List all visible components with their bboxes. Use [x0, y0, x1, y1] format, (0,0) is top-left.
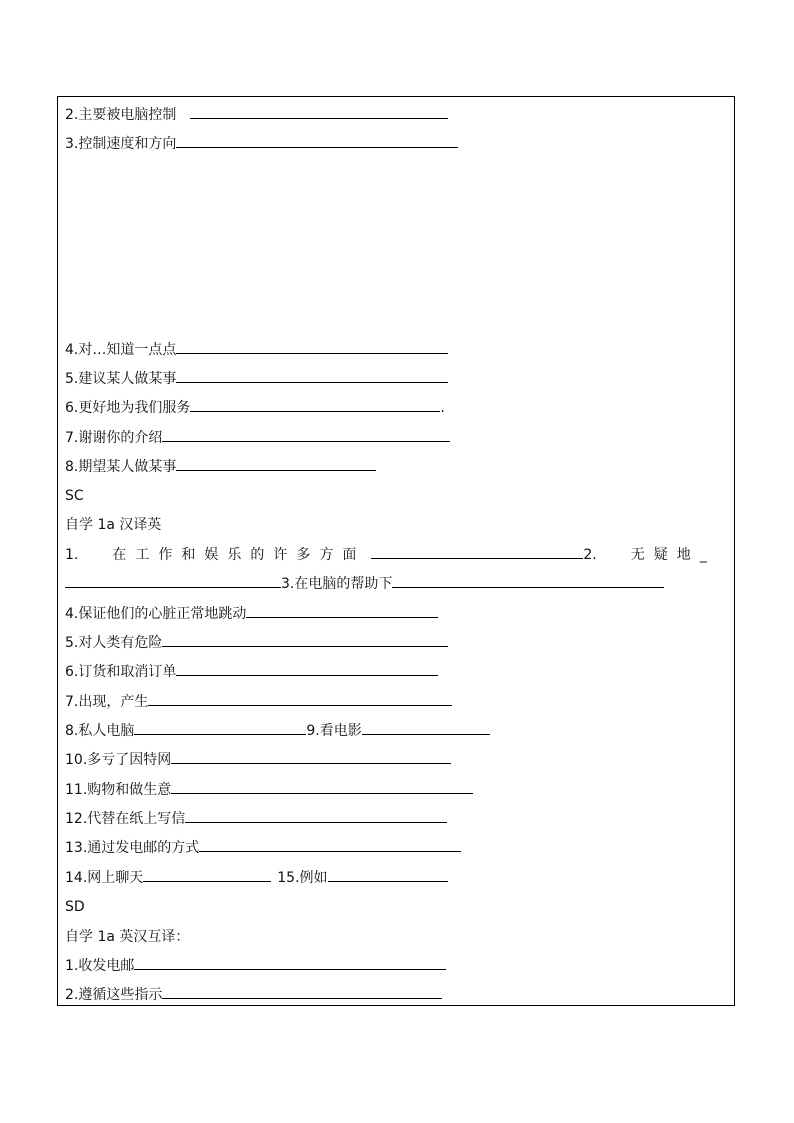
section-heading-sc: 自学 1a 汉译英	[65, 517, 162, 533]
exercise-line-sc-4	[65, 603, 438, 625]
exercise-line-4	[65, 339, 448, 361]
answer-blank[interactable]	[176, 339, 448, 354]
answer-blank[interactable]	[171, 779, 473, 794]
answer-blank[interactable]	[199, 837, 461, 852]
answer-blank[interactable]	[162, 984, 442, 999]
prompt-text: 15.例如	[277, 870, 328, 886]
answer-blank[interactable]	[148, 691, 452, 706]
answer-blank[interactable]	[134, 720, 306, 735]
prompt-text: 6.更好地为我们服务	[65, 400, 191, 416]
trailing-period: .	[440, 400, 445, 416]
prompt-text: 13.通过发电邮的方式	[65, 840, 200, 856]
answer-blank[interactable]	[328, 867, 448, 882]
answer-blank[interactable]	[190, 397, 440, 412]
prompt-text: 4.保证他们的心脏正常地跳动	[65, 606, 247, 622]
prompt-text: 5.对人类有危险	[65, 635, 163, 651]
item-number: 2.	[583, 547, 597, 563]
answer-blank[interactable]	[134, 955, 446, 970]
prompt-text: 在工作和娱乐的许多方面	[112, 547, 366, 563]
exercise-line-sc-10	[65, 749, 451, 771]
exercise-line-sc-6	[65, 661, 438, 683]
prompt-text: 6.订货和取消订单	[65, 664, 177, 680]
exercise-line-sc-2-3	[65, 573, 664, 595]
answer-blank[interactable]	[362, 720, 490, 735]
exercise-line-sc-5	[65, 632, 448, 654]
exercise-line-sc-14-15	[65, 867, 448, 889]
exercise-line-7	[65, 427, 450, 449]
exercise-line-5	[65, 368, 448, 390]
exercise-line-2	[65, 104, 448, 126]
exercise-line-sc-13	[65, 837, 461, 859]
item-number: 1.	[65, 547, 79, 563]
answer-blank[interactable]	[185, 808, 447, 823]
prompt-text: 10.多亏了因特网	[65, 752, 172, 768]
exercise-line-sc-11	[65, 779, 473, 801]
exercise-line-sd-1	[65, 955, 446, 977]
answer-blank[interactable]	[176, 133, 458, 148]
answer-blank[interactable]	[190, 104, 448, 119]
exercise-line-sc-8-9	[65, 720, 490, 742]
prompt-text: 2.遵循这些指示	[65, 987, 163, 1003]
section-label-sc: SC	[65, 488, 84, 504]
exercise-line-sc-7	[65, 691, 452, 713]
answer-blank[interactable]	[392, 573, 664, 588]
answer-blank[interactable]	[176, 456, 376, 471]
answer-blank[interactable]	[65, 573, 281, 588]
exercise-line-sd-2	[65, 984, 442, 1006]
prompt-text: 无疑地	[630, 547, 700, 563]
blank-start: _	[699, 547, 707, 563]
exercise-line-8	[65, 456, 376, 478]
answer-blank[interactable]	[162, 427, 450, 442]
exercise-line-6	[65, 397, 445, 419]
prompt-text: 7.出现，产生	[65, 694, 149, 710]
answer-blank[interactable]	[371, 544, 583, 559]
exercise-line-3	[65, 133, 458, 155]
answer-blank[interactable]	[143, 867, 271, 882]
prompt-text: 9.看电影	[306, 723, 362, 739]
prompt-text: 5.建议某人做某事	[65, 371, 177, 387]
prompt-text: 4.对…知道一点点	[65, 342, 177, 358]
answer-blank[interactable]	[176, 661, 438, 676]
prompt-text: 14.网上聊天	[65, 870, 144, 886]
prompt-text: 3.在电脑的帮助下	[281, 576, 393, 592]
answer-blank[interactable]	[162, 632, 448, 647]
answer-blank[interactable]	[171, 749, 451, 764]
answer-blank[interactable]	[176, 368, 448, 383]
prompt-text: 12.代替在纸上写信	[65, 811, 186, 827]
prompt-text: 8.私人电脑	[65, 723, 135, 739]
prompt-text: 7.谢谢你的介绍	[65, 430, 163, 446]
prompt-text: 11.购物和做生意	[65, 782, 172, 798]
prompt-text: 1.收发电邮	[65, 958, 135, 974]
exercise-line-sc-12	[65, 808, 447, 830]
section-label-sd: SD	[65, 899, 85, 915]
prompt-text: 2.主要被电脑控制	[65, 107, 177, 123]
prompt-text: 8.期望某人做某事	[65, 459, 177, 475]
prompt-text: 3.控制速度和方向	[65, 136, 177, 152]
section-heading-sd: 自学 1a 英汉互译：	[65, 929, 190, 945]
exercise-line-sc-1-2	[65, 544, 707, 566]
answer-blank[interactable]	[246, 603, 438, 618]
